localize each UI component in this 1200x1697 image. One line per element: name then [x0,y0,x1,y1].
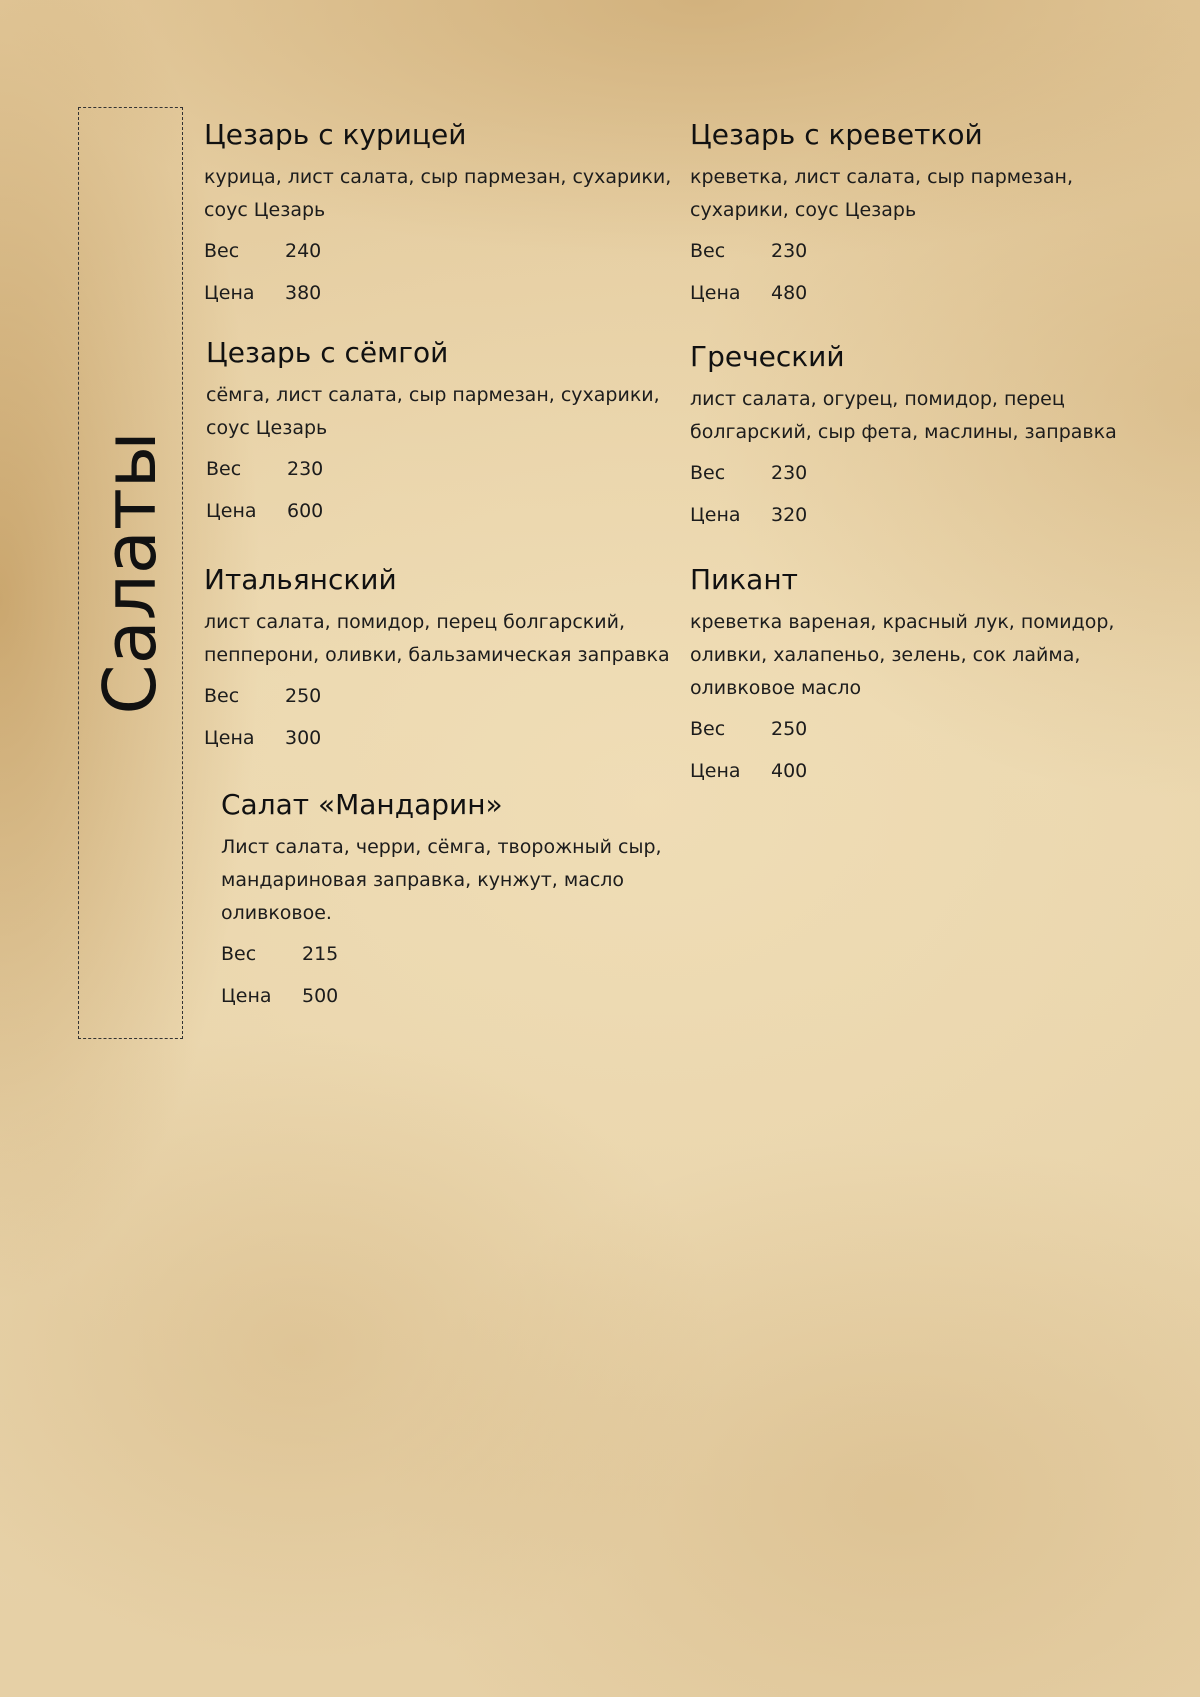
section-title: Салаты [88,431,172,715]
weight-value: 230 [771,240,808,262]
weight-value: 230 [771,462,808,484]
price-value: 400 [771,760,808,782]
item-description: креветка вареная, красный лук, помидор, оливки, халапеньо, зелень, сок лайма, оливковое масло [690,611,1115,699]
item-description: курица, лист салата, сыр пармезан, сухарики, соус Цезарь [204,166,672,221]
item-weight-row [690,708,1180,750]
weight-value: 240 [285,240,322,262]
item-price-row [204,272,674,314]
menu-item [690,562,1180,792]
price-value: 500 [302,985,339,1007]
weight-label: Вес [690,718,726,740]
item-weight-row [690,452,1170,494]
price-value: 300 [285,727,322,749]
item-price-row [221,975,671,1017]
price-label: Цена [690,282,741,304]
weight-label: Вес [690,240,726,262]
menu-item [221,787,671,1017]
item-weight-row [690,230,1170,272]
menu-item [206,335,676,532]
item-name: Пикант [690,563,798,596]
menu-item [690,339,1170,536]
item-price-row [690,494,1170,536]
price-label: Цена [206,500,257,522]
item-price-row [204,717,674,759]
item-weight-row [221,933,671,975]
item-price-row [690,750,1180,792]
item-weight-row [204,230,674,272]
item-description: сёмга, лист салата, сыр пармезан, сухарики, соус Цезарь [206,384,660,439]
item-name: Греческий [690,340,845,373]
item-weight-row [206,448,676,490]
price-label: Цена [204,727,255,749]
item-description: креветка, лист салата, сыр пармезан, сухарики, соус Цезарь [690,166,1073,221]
item-name: Цезарь с креветкой [690,118,983,151]
item-description: Лист салата, черри, сёмга, творожный сыр, мандариновая заправка, кунжут, масло оливковое. [221,836,662,924]
item-description: лист салата, огурец, помидор, перец болгарский, сыр фета, маслины, заправка [690,388,1117,443]
item-weight-row [204,675,674,717]
price-value: 480 [771,282,808,304]
weight-value: 215 [302,943,339,965]
price-label: Цена [690,760,741,782]
weight-label: Вес [221,943,257,965]
menu-item [204,117,674,314]
price-value: 320 [771,504,808,526]
price-value: 380 [285,282,322,304]
menu-item [204,562,674,759]
item-price-row [206,490,676,532]
weight-value: 250 [771,718,808,740]
price-label: Цена [690,504,741,526]
item-name: Цезарь с курицей [204,118,467,151]
weight-value: 230 [287,458,324,480]
item-price-row [690,272,1170,314]
menu-item [690,117,1170,314]
weight-value: 250 [285,685,322,707]
price-value: 600 [287,500,324,522]
item-name: Салат «Мандарин» [221,788,503,821]
weight-label: Вес [204,685,240,707]
item-name: Цезарь с сёмгой [206,336,449,369]
item-description: лист салата, помидор, перец болгарский, пепперони, оливки, бальзамическая заправка [204,611,670,666]
price-label: Цена [204,282,255,304]
price-label: Цена [221,985,272,1007]
item-name: Итальянский [204,563,397,596]
weight-label: Вес [206,458,242,480]
weight-label: Вес [690,462,726,484]
weight-label: Вес [204,240,240,262]
